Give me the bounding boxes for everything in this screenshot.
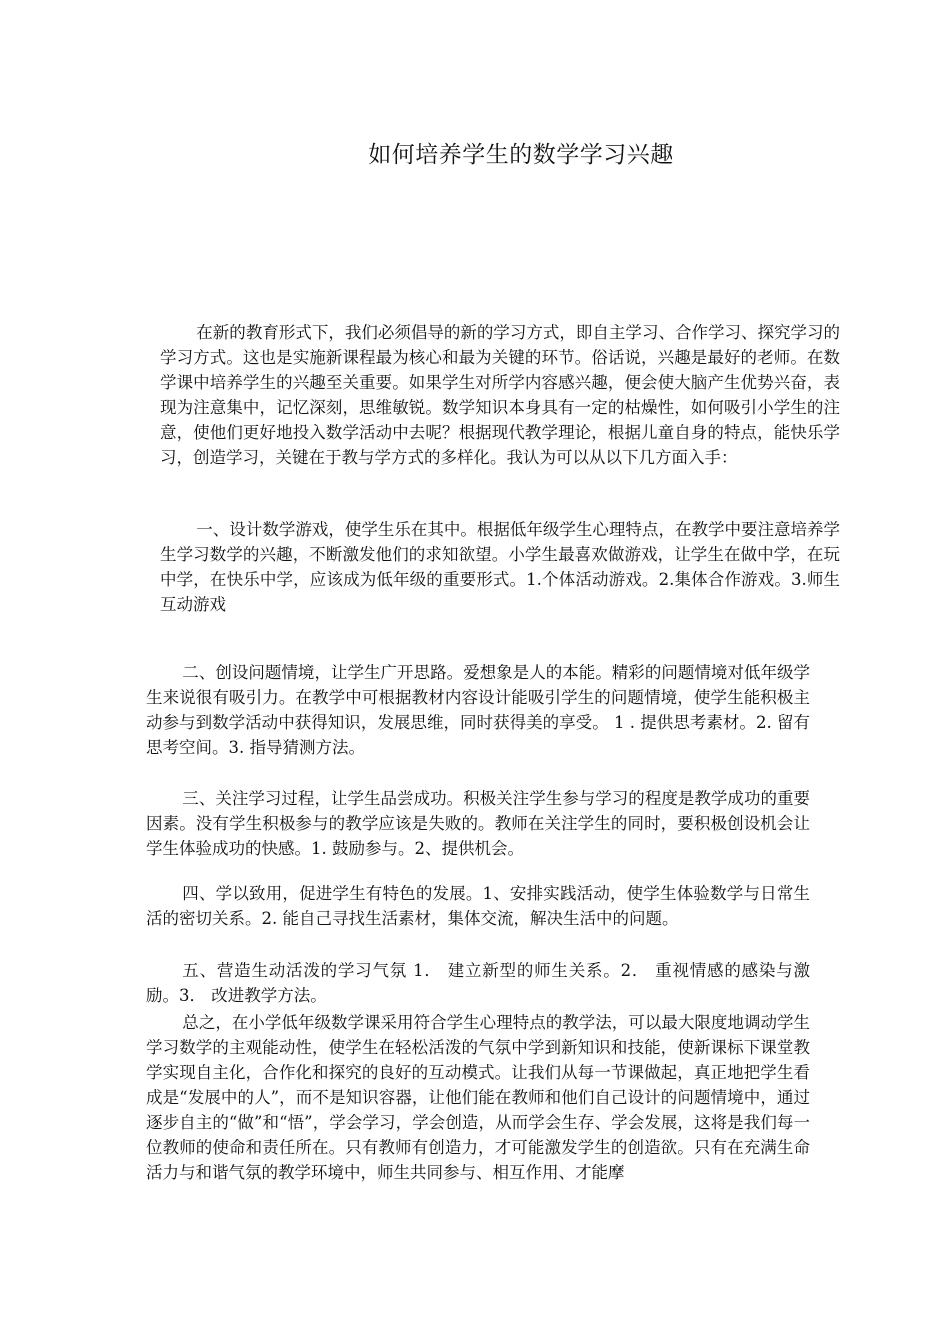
paragraph-section-2: 二、创设问题情境，让学生广开思路。爱想象是人的本能。精彩的问题情境对低年级学生来说很有吸引力。在教学中可根据教材内容设计能吸引学生的问题情境，使学生能积极主动参与到数学活动中获得知识，发展思维，同时获得美的享受。 1 . 提供思考素材。2. 留有思考空间。3. 指导猜测方法。 (146, 663, 810, 757)
paragraph-section-1: 一、设计数学游戏，使学生乐在其中。根据低年级学生心理特点，在教学中要注意培养学生学习数学的兴趣，不断激发他们的求知欲望。小学生最喜欢做游戏，让学生在做中学，在玩中学，在快乐中学，应该成为低年级的重要形式。1.个体活动游戏。2.集体合作游戏。3.师生互动游戏 (160, 520, 840, 614)
paragraph-conclusion: 总之，在小学低年级数学课采用符合学生心理特点的教学法，可以最大限度地调动学生学习数学的主观能动性，使学生在轻松活泼的气氛中学到新知识和技能，使新课标下课堂教学实现自主化，合作化和探究的良好的互动模式。让我们从每一节课做起，真正地把学生看成是“发展中的人”，而不是知识容器，让他们能在教师和他们自己设计的问题情境中，通过逐步自主的“做”和“悟”，学会学习，学会创造，从而学会生存、学会发展，这将是我们每一位教师的使命和责任所在。只有教师有创造力，才可能激发学生的创造欲。只有在充满生命活力与和谐气氛的教学环境中，师生共同参与、相互作用、才能摩 (146, 1013, 810, 1182)
paragraph-section-3: 三、关注学习过程，让学生品尝成功。积极关注学生参与学习的程度是教学成功的重要因素。没有学生积极参与的教学应该是失败的。教师在关注学生的同时，要积极创设机会让学生体验成功的快感。1. 鼓励参与。2、提供机会。 (146, 789, 810, 858)
paragraph-section-4: 四、学以致用，促进学生有特色的发展。1、安排实践活动，使学生体验数学与日常生活的密切关系。2. 能自己寻找生活素材，集体交流，解决生活中的问题。 (146, 884, 810, 928)
paragraph-section-5: 五、营造生动活泼的学习气氛 1． 建立新型的师生关系。2． 重视情感的感染与激励。3． 改进教学方法。 (146, 961, 810, 1005)
document-title: 如何培养学生的数学学习兴趣 (368, 142, 674, 168)
paragraph-intro: 在新的教育形式下，我们必须倡导的新的学习方式，即自主学习、合作学习、探究学习的学习方式。这也是实施新课程最为核心和最为关键的环节。俗话说，兴趣是最好的老师。在数学课中培养学生的兴趣至关重要。如果学生对所学内容感兴趣，便会使大脑产生优势兴奋，表现为注意集中，记忆深刻，思维敏锐。数学知识本身具有一定的枯燥性，如何吸引小学生的注意，使他们更好地投入数学活动中去呢？根据现代教学理论，根据儿童自身的特点，能快乐学习，创造学习，关键在于教与学方式的多样化。我认为可以从以下几方面入手： (160, 323, 840, 467)
